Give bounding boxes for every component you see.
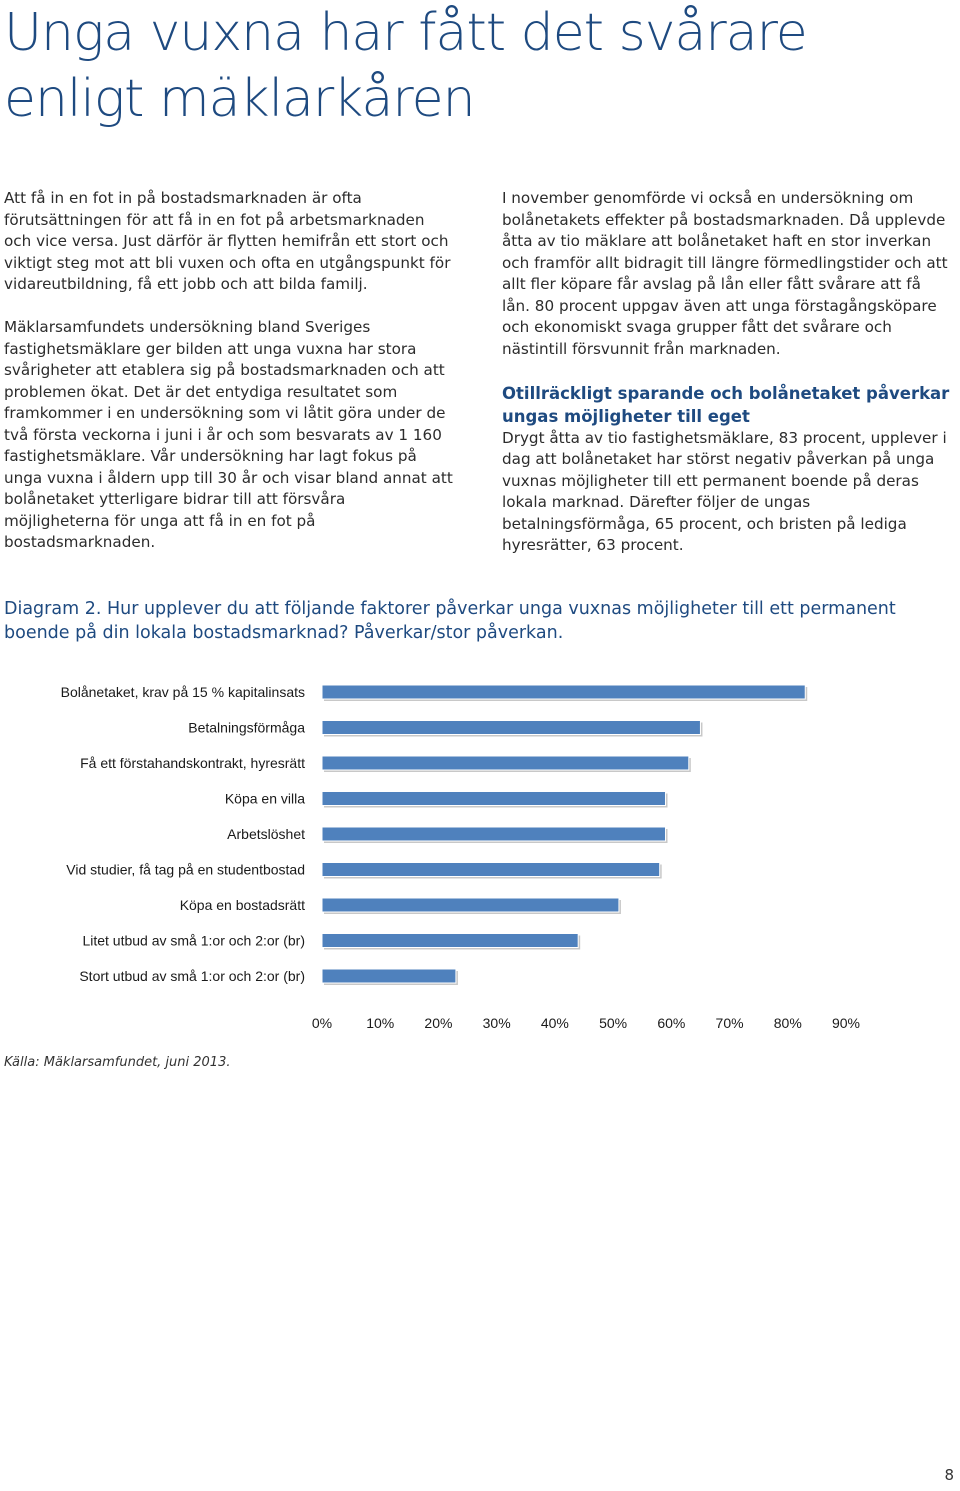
bar <box>322 756 689 770</box>
bar <box>322 721 700 735</box>
x-tick-label: 10% <box>366 1015 395 1031</box>
category-label: Betalningsförmåga <box>188 719 305 736</box>
bar <box>322 969 456 983</box>
page-number: 8 <box>944 1466 954 1484</box>
x-tick-label: 0% <box>311 1015 333 1031</box>
bar <box>322 792 666 806</box>
right-column <box>502 188 952 578</box>
bar <box>322 863 660 877</box>
bar <box>322 934 578 948</box>
title-line-2: enligt mäklarkåren <box>4 69 475 129</box>
x-tick-label: 20% <box>424 1015 453 1031</box>
left-column <box>4 188 454 575</box>
title-line-1: Unga vuxna har fått det svårare <box>4 3 807 63</box>
category-label: Bolånetaket, krav på 15 % kapitalinsats <box>60 684 305 700</box>
category-label: Litet utbud av små 1:or och 2:or (br) <box>82 932 305 949</box>
category-label: Vid studier, få tag på en studentbostad <box>66 861 305 878</box>
x-tick-label: 50% <box>599 1015 628 1031</box>
category-label: Köpa en villa <box>224 790 305 807</box>
category-label: Stort utbud av små 1:or och 2:or (br) <box>79 968 305 984</box>
source-note: Källa: Mäklarsamfundet, juni 2013. <box>4 1055 231 1070</box>
category-label: Få ett förstahandskontrakt, hyresrätt <box>80 755 305 771</box>
bar <box>322 898 619 912</box>
left-paragraph-2: Mäklarsamfundets undersökning bland Sveriges fastighetsmäklare ger bilden att unga vuxna har stora svårigheter att etablera sig på bostadsmarknaden och att problemen ökat. Det är det entydiga resultatet som framkommer i en undersökning som vi låtit göra under de två första veckorna i juni i år och som besvarats av 1 160 fastighetsmäklare. Vår undersökning har lagt fokus på unga vuxna i åldern upp till 30 år och visar bland annat att bolånetaket ytterligare bidrar till att försvåra möjligheterna för unga att få in en fot på bostadsmarknaden. <box>4 318 453 551</box>
x-tick-label: 60% <box>657 1015 686 1031</box>
bar <box>322 685 805 699</box>
right-paragraph-1: I november genomförde vi också en undersökning om bolånetakets effekter på bostadsmarknaden. Då upplevde åtta av tio mäklare att bolånetaket haft en stor inverkan och framför allt bidragit till längre förmedlingstider och att allt fler köpare får avslag på lån eller fått svårare att få lån. 80 procent uppgav även att unga förstagångsköpare och ekonomiskt svaga grupper fått det svårare och nästintill försvunnit från marknaden. <box>502 189 948 358</box>
right-paragraph-2: Drygt åtta av tio fastighetsmäklare, 83 procent, upplever i dag att bolånetaket har störst negativ påverkan på unga vuxnas möjligheter till ett permanent boende på deras lokala marknad. Därefter följer de ungas betalningsförmåga, 65 procent, och bristen på lediga hyresrätter, 63 procent. <box>502 428 947 554</box>
x-tick-label: 40% <box>540 1015 569 1031</box>
category-label: Köpa en bostadsrätt <box>179 897 305 913</box>
x-tick-label: 90% <box>831 1015 861 1031</box>
category-label: Arbetslöshet <box>227 826 305 842</box>
bar-chart <box>0 665 960 1045</box>
x-tick-label: 30% <box>482 1015 511 1031</box>
section-subheading: Otillräckligt sparande och bolånetaket påverkar ungas möjligheter till eget <box>502 383 950 426</box>
x-tick-label: 80% <box>773 1015 802 1031</box>
left-paragraph-1: Att få in en fot in på bostadsmarknaden är ofta förutsättningen för att få in en fot på arbetsmarknaden och vice versa. Just därför är flytten hemifrån ett stort och viktigt steg mot att bli vuxen och ofta en utgångspunkt för vidareutbildning, få ett jobb och att bilda familj. <box>4 189 451 293</box>
x-tick-label: 70% <box>715 1015 744 1031</box>
page-title <box>4 0 944 132</box>
diagram-title: Diagram 2. Hur upplever du att följande faktorer påverkar unga vuxnas möjligheter till ett permanent boende på din lokala bostadsmarknad? Påverkar/stor påverkan. <box>4 599 896 643</box>
bar <box>322 827 666 841</box>
